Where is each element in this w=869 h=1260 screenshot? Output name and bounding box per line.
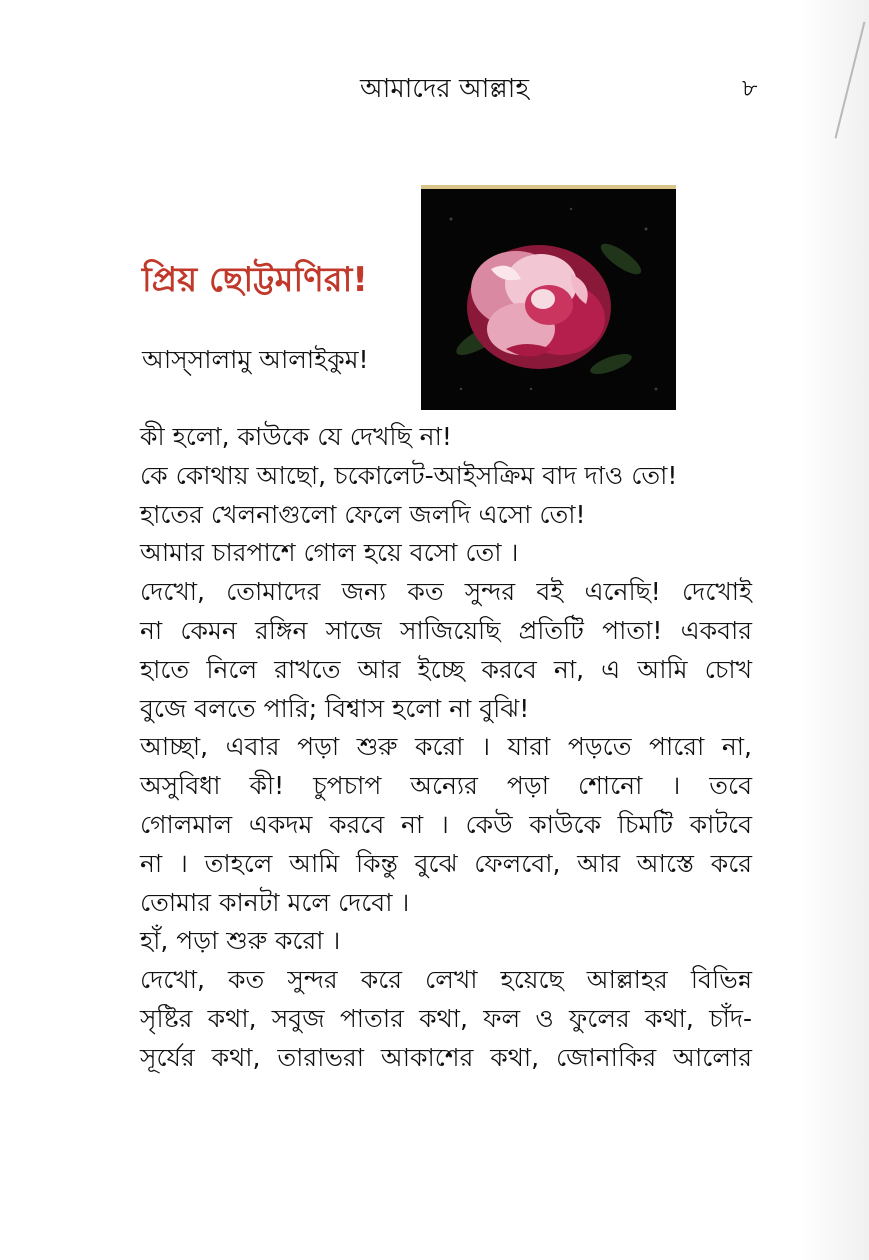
- body-line: আচ্ছা, এবার পড়া শুরু করো । যারা পড়তে পারো না,: [140, 732, 752, 762]
- body-text: [140, 418, 752, 1078]
- rose-photo: [421, 185, 676, 410]
- body-line: হাঁ, পড়া শুরু করো ।: [140, 926, 341, 956]
- body-line: হাতে নিলে রাখতে আর ইচ্ছে করবে না, এ আমি চোখ: [140, 654, 752, 684]
- body-line: দেখো, তোমাদের জন্য কত সুন্দর বই এনেছি! দেখোই: [140, 577, 752, 607]
- body-line: আমার চারপাশে গোল হয়ে বসো তো ।: [140, 538, 519, 568]
- body-line: না কেমন রঙ্গিন সাজে সাজিয়েছি প্রতিটি পাতা! একবার: [140, 615, 752, 645]
- page-number: ৮: [742, 74, 758, 102]
- body-line: সূর্যের কথা, তারাভরা আকাশের কথা, জোনাকির আলোর: [140, 1042, 752, 1072]
- body-line: না । তাহলে আমি কিন্তু বুঝে ফেলবো, আর আস্তে করে: [140, 848, 752, 878]
- body-line: অসুবিধা কী! চুপচাপ অন্যের পড়া শোনো । তবে: [140, 771, 752, 801]
- body-line: দেখো, কত সুন্দর করে লেখা হয়েছে আল্লাহর বিভিন্ন: [140, 965, 752, 995]
- body-line: বুজে বলতে পারি; বিশ্বাস হলো না বুঝি!: [140, 693, 530, 723]
- greeting-heading: প্রিয় ছোট্টমণিরা!: [142, 260, 368, 300]
- body-line: গোলমাল একদম করবে না । কেউ কাউকে চিমটি কাটবে: [140, 809, 752, 839]
- body-line: কী হলো, কাউকে যে দেখছি না!: [140, 422, 452, 451]
- salam-line: আস্‌সালামু আলাইকুম!: [142, 345, 369, 374]
- body-line: তোমার কানটা মলে দেবো ।: [140, 887, 410, 917]
- body-line: সৃষ্টির কথা, সবুজ পাতার কথা, ফল ও ফুলের কথা, চাঁদ-: [140, 1003, 752, 1033]
- running-title: আমাদের আল্লাহ: [360, 74, 529, 104]
- body-line: কে কোথায় আছো, চকোলেট-আইসক্রিম বাদ দাও তো!: [140, 460, 678, 490]
- body-line: হাতের খেলনাগুলো ফেলে জলদি এসো তো!: [140, 499, 586, 529]
- rose-icon: [421, 189, 676, 410]
- page-edge-shadow: [799, 0, 869, 1260]
